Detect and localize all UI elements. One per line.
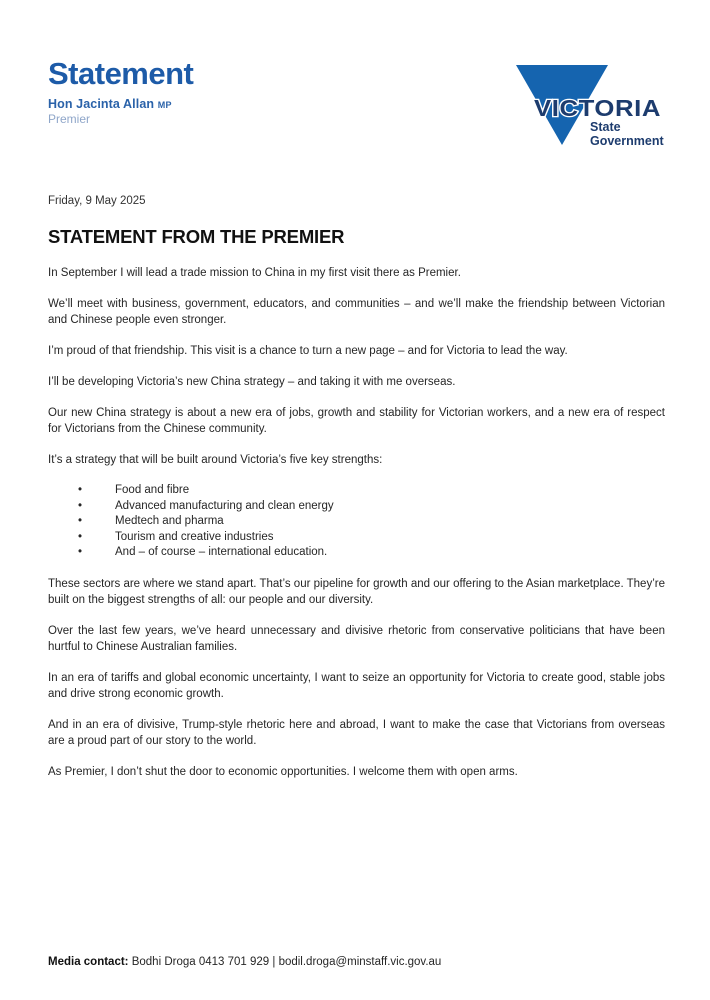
statement-title: Statement [48,56,194,91]
body-paragraph: We’ll meet with business, government, educators, and communities – and we’ll make the friendship between Victorian and Chinese people even stronger. [48,298,665,326]
logo-tagline-state: State [590,120,621,134]
author-role: Premier [48,112,91,127]
victoria-wordmark: VICTORIA [534,95,661,121]
bullet-item: • Food and fibre [48,483,665,499]
logo-tagline-government: Government [590,134,664,148]
document-date: Friday, 9 May 2025 [48,195,146,207]
body-paragraph: In an era of tariffs and global economic uncertainty, I want to seize an opportunity for Victoria to create good, stable jobs and drive strong economic growth. [48,671,665,700]
body-paragraph: And in an era of divisive, Trump-style rhetoric here and abroad, I want to make the case that Victorians from overseas are a proud part of our story to the world. [48,718,665,747]
body-paragraph: Over the last few years, we’ve heard unnecessary and divisive rhetoric from conservative politicians that have been hurtful to Chinese Australian families. [48,624,665,653]
media-contact-label: Media contact: [48,956,129,968]
document-heading: STATEMENT FROM THE PREMIER [48,226,345,247]
victoria-logo-graphic [513,59,665,151]
body-paragraph: As Premier, I don’t shut the door to economic opportunities. I welcome them with open arms. [48,765,518,778]
body-paragraph: These sectors are where we stand apart. That’s our pipeline for growth and our offering to the Asian marketplace. They’re built on the biggest strengths of all: our people and our diversity. [48,577,665,606]
body-paragraph: I’ll be developing Victoria’s new China strategy – and taking it with me overseas. [48,376,456,388]
media-contact-footer [48,956,441,968]
bullet-item: • And – of course – international education. [48,545,665,561]
masthead [48,57,193,126]
body-paragraph: In September I will lead a trade mission to China in my first visit there as Premier. [48,267,461,279]
body-paragraph: Our new China strategy is about a new era of jobs, growth and stability for Victorian workers, and a new era of respect for Victorians from the Chinese community. [48,407,665,435]
bullet-item: • Medtech and pharma [48,514,665,530]
victoria-state-government-logo [513,59,665,151]
body-paragraph: It’s a strategy that will be built around Victoria’s five key strengths: [48,454,383,466]
media-contact-details: Bodhi Droga 0413 701 929 | bodil.droga@minstaff.vic.gov.au [131,956,442,968]
key-strengths-list [48,483,665,561]
bullet-item: • Advanced manufacturing and clean energy [48,499,665,515]
author-line [48,97,193,111]
author-name: Hon Jacinta Allan [48,97,155,112]
body-paragraph: I’m proud of that friendship. This visit is a chance to turn a new page – and for Victoria to lead the way. [48,345,568,357]
document-body [48,195,665,795]
author-suffix: MP [157,100,172,111]
bullet-item: • Tourism and creative industries [48,530,665,546]
